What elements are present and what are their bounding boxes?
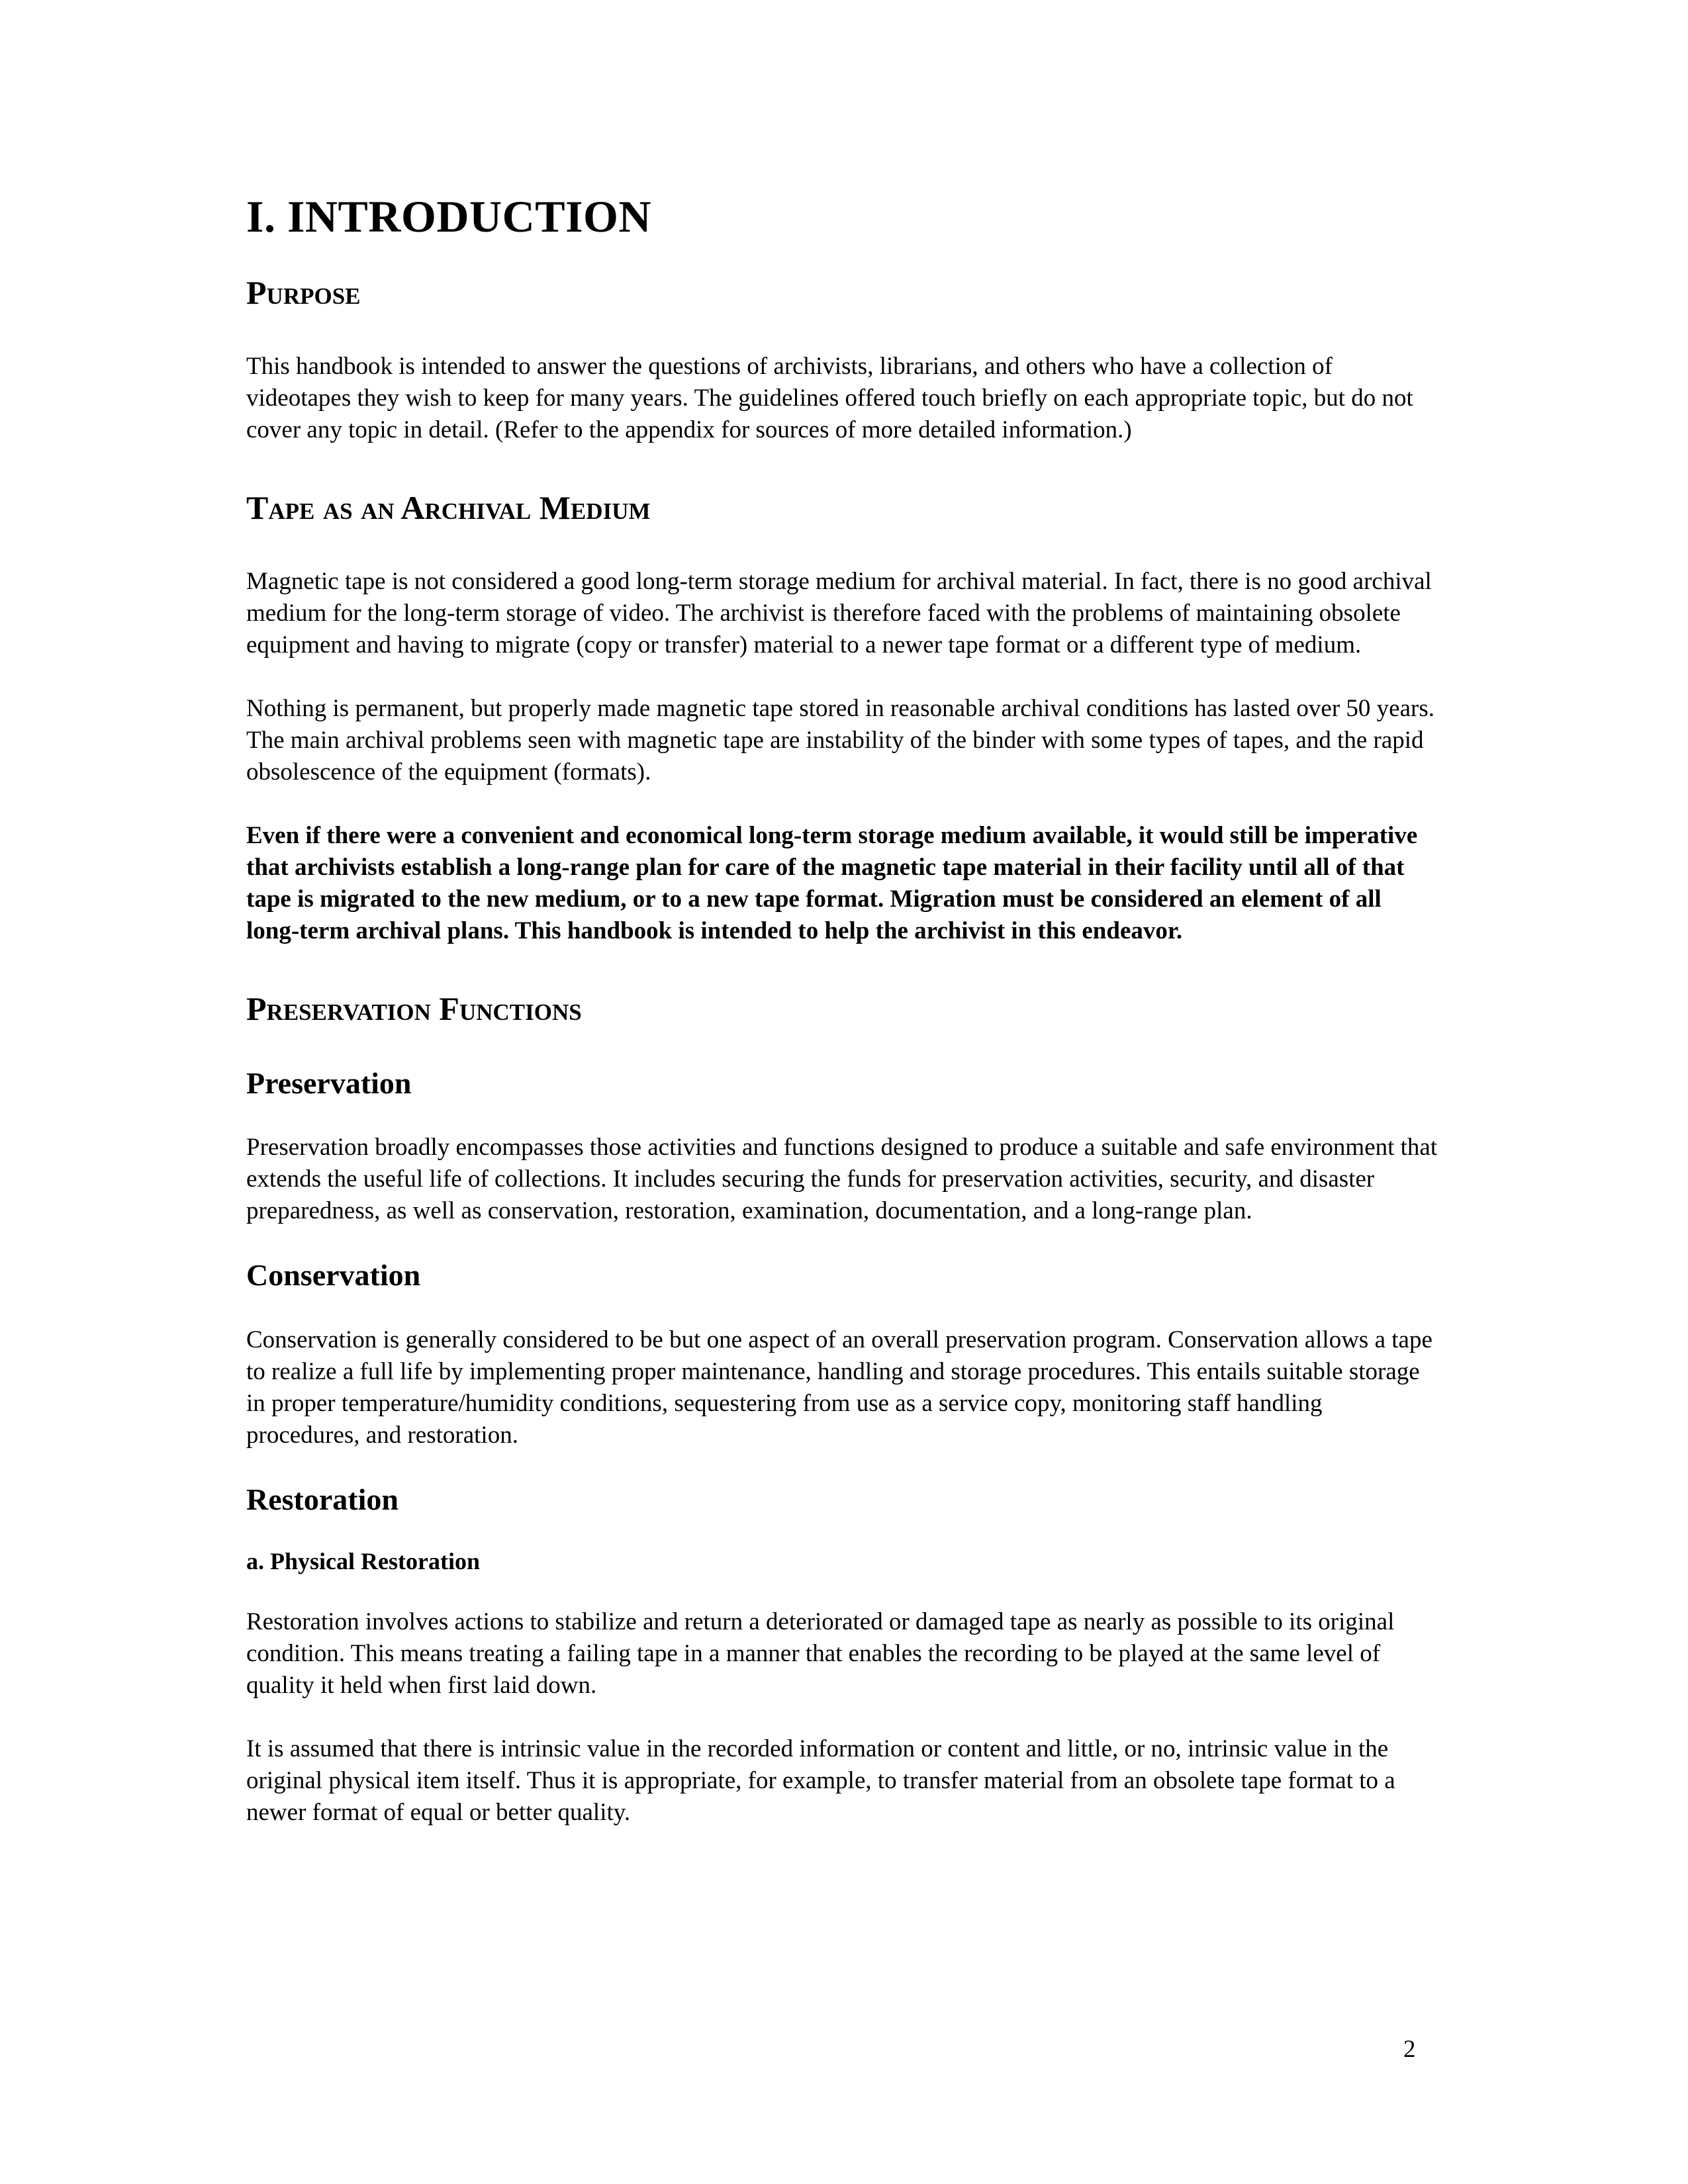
page-number: 2 (1403, 2036, 1416, 2063)
document-page (246, 192, 1438, 1860)
section-heading-purpose: Purpose (246, 273, 361, 311)
subheading-physical-restoration: a. Physical Restoration (246, 1547, 480, 1574)
subheading-restoration: Restoration (246, 1482, 399, 1516)
tape-medium-paragraph-1: Magnetic tape is not considered a good long-term storage medium for archival material. In fact, there is no good archival medium for the long-term storage of video. The archivist is therefore faced with the problems of maintaining obsolete equipment and having to migrate (copy or transfer) material to a newer tape format or a different type of medium. (246, 567, 1432, 659)
restoration-paragraph-2: It is assumed that there is intrinsic value in the recorded information or content and little, or no, intrinsic value in the original physical item itself. Thus it is appropriate, for example, to transfer material from an obsolete tape format to a newer format of equal or better quality. (246, 1735, 1395, 1827)
conservation-paragraph: Conservation is generally considered to be but one aspect of an overall preservation program. Conservation allows a tape to realize a full life by implementing proper maintenance, handling and storage procedures. This entails suitable storage in proper temperature/humidity conditions, sequestering from use as a service copy, monitoring staff handling procedures, and restoration. (246, 1326, 1432, 1449)
section-heading-preservation-functions: Preservation Functions (246, 989, 582, 1027)
subheading-preservation: Preservation (246, 1066, 412, 1100)
subheading-conservation: Conservation (246, 1258, 421, 1293)
chapter-title: I. INTRODUCTION (246, 191, 652, 242)
preservation-paragraph: Preservation broadly encompasses those activities and functions designed to produce a suitable and safe environment that extends the useful life of collections. It includes securing the funds for preservation activities, security, and disaster preparedness, as well as conservation, restoration, examination, documentation, and a long-range plan. (246, 1134, 1438, 1225)
purpose-paragraph: This handbook is intended to answer the questions of archivists, librarians, and others who have a collection of videotapes they wish to keep for many years. The guidelines offered touch briefly on each appropriate topic, but do not cover any topic in detail. (Refer to the appendix for sources of more detailed information.) (246, 352, 1413, 443)
tape-medium-paragraph-2: Nothing is permanent, but properly made magnetic tape stored in reasonable archival conditions has lasted over 50 years. The main archival problems seen with magnetic tape are instability of the binder with some types of tapes, and the rapid obsolescence of the equipment (formats). (246, 694, 1434, 786)
restoration-paragraph-1: Restoration involves actions to stabilize and return a deteriorated or damaged tape as nearly as possible to its original condition. This means treating a failing tape in a manner that enables the recording to be played at the same level of quality it held when first laid down. (246, 1608, 1395, 1700)
section-heading-tape-medium: Tape as an Archival Medium (246, 488, 651, 526)
tape-medium-paragraph-bold: Even if there were a convenient and economical long-term storage medium available, it would still be imperative that archivists establish a long-range plan for care of the magnetic tape material in their facility until all of that tape is migrated to the new medium, or to a new tape format. Migration must be considered an element of all long-term archival plans. This handbook is intended to help the archivist in this endeavor. (246, 821, 1418, 944)
